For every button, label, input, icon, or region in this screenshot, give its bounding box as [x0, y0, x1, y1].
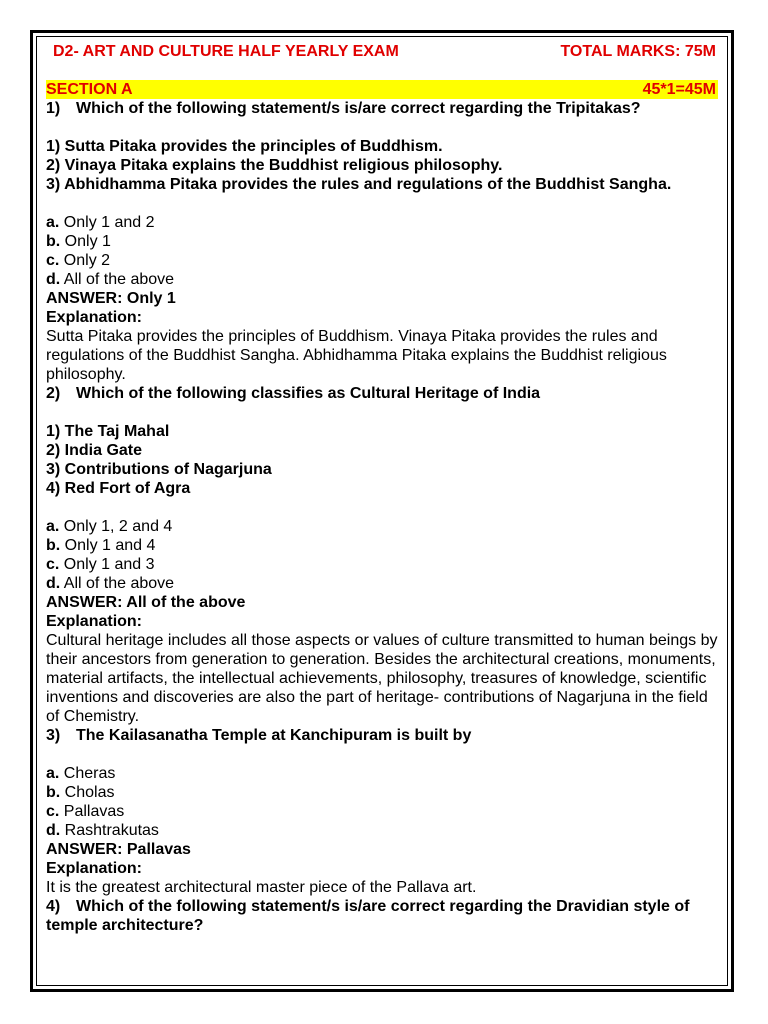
- question-text: 3) The Kailasanatha Temple at Kanchipuram is built by: [46, 727, 472, 744]
- option: d. All of the above: [46, 575, 175, 592]
- option: b. Only 1: [46, 233, 111, 250]
- document-content: [46, 42, 718, 935]
- option: c. Pallavas: [46, 803, 125, 820]
- answer: ANSWER: Only 1: [46, 290, 176, 307]
- total-marks: TOTAL MARKS: 75M: [560, 43, 716, 60]
- answer: ANSWER: Pallavas: [46, 841, 191, 858]
- option: b. Only 1 and 4: [46, 537, 156, 554]
- explanation-label: Explanation:: [46, 613, 143, 630]
- statement: 4) Red Fort of Agra: [46, 480, 191, 497]
- explanation-label: Explanation:: [46, 860, 143, 877]
- explanation-text: Cultural heritage includes all those aspects or values of culture transmitted to human beings by their ancestors from generation to generation. Besides the architectural creations, monuments, material artifacts, the intellectual achievements, philosophy, treasures of knowledge, scientific inventions and discoveries are also the part of heritage- contributions of Nagarjuna in the field of Chemistry.: [46, 632, 718, 725]
- option: a. Only 1 and 2: [46, 214, 155, 231]
- section-marks: 45*1=45M: [642, 81, 716, 98]
- option: a. Cheras: [46, 765, 116, 782]
- question-1: [46, 99, 718, 384]
- explanation-text: It is the greatest architectural master piece of the Pallava art.: [46, 879, 477, 896]
- option: c. Only 2: [46, 252, 111, 269]
- option: a. Only 1, 2 and 4: [46, 518, 173, 535]
- section-label: SECTION A: [46, 81, 133, 98]
- statement: 2) India Gate: [46, 442, 143, 459]
- option: c. Only 1 and 3: [46, 556, 155, 573]
- statement: 3) Abhidhamma Pitaka provides the rules and regulations of the Buddhist Sangha.: [46, 176, 672, 193]
- section-heading: [46, 80, 718, 99]
- statement: 1) Sutta Pitaka provides the principles of Buddhism.: [46, 138, 443, 155]
- statement: 1) The Taj Mahal: [46, 423, 170, 440]
- option: d. All of the above: [46, 271, 175, 288]
- question-2: [46, 384, 718, 726]
- option: b. Cholas: [46, 784, 115, 801]
- statement: 3) Contributions of Nagarjuna: [46, 461, 272, 478]
- answer: ANSWER: All of the above: [46, 594, 246, 611]
- exam-title: D2- ART AND CULTURE HALF YEARLY EXAM: [53, 43, 399, 60]
- explanation-text: Sutta Pitaka provides the principles of Buddhism. Vinaya Pitaka provides the rules and regulations of the Buddhist Sangha. Abhidhamma Pitaka explains the Buddhist religious philosophy.: [46, 328, 667, 383]
- question-4: [46, 897, 718, 935]
- question-3: [46, 726, 718, 897]
- statement: 2) Vinaya Pitaka explains the Buddhist religious philosophy.: [46, 157, 503, 174]
- question-text: 1) Which of the following statement/s is/are correct regarding the Tripitakas?: [46, 100, 641, 117]
- question-text: 4) Which of the following statement/s is/are correct regarding the Dravidian style of temple architecture?: [46, 898, 690, 934]
- explanation-label: Explanation:: [46, 309, 143, 326]
- exam-header: [46, 42, 718, 62]
- question-text: 2) Which of the following classifies as Cultural Heritage of India: [46, 385, 541, 402]
- option: d. Rashtrakutas: [46, 822, 159, 839]
